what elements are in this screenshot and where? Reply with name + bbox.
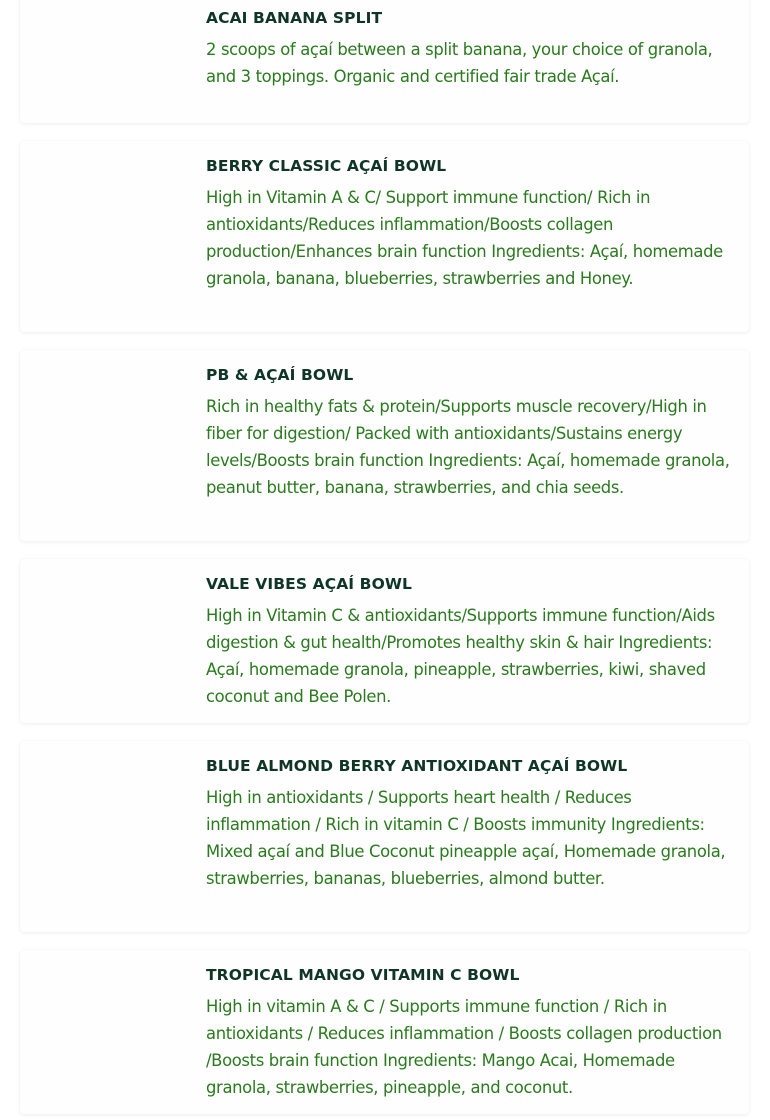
menu-item-name[interactable]: VALE VIBES AÇAÍ BOWL [206,575,413,593]
menu-item-card[interactable] [20,350,749,541]
menu-item-name[interactable]: BLUE ALMOND BERRY ANTIOXIDANT AÇAÍ BOWL [206,757,628,775]
menu-item-description: High in Vitamin C & antioxidants/Supports immune function/Aids digestion & gut health/Promotes healthy skin & hair Ingredients: Açaí, homemade granola, pineapple, strawberries, kiwi, shaved coconut and Bee Polen. [206,606,715,706]
menu-item-details [206,365,735,501]
menu-item-description: High in Vitamin A & C/ Support immune function/ Rich in antioxidants/Reduces inflammation/Boosts collagen production/Enhances brain function Ingredients: Açaí, homemade granola, banana, blueberries, strawberries and Honey. [206,188,723,288]
menu-item-name[interactable]: TROPICAL MANGO VITAMIN C BOWL [206,966,520,984]
menu-item-name[interactable]: BERRY CLASSIC AÇAÍ BOWL [206,157,447,175]
menu-item-details [206,8,735,90]
menu-item-details [206,574,735,710]
menu-item-details [206,756,735,892]
menu-item-details [206,965,735,1101]
menu-item-image[interactable] [20,0,190,123]
menu-item-description: High in antioxidants / Supports heart health / Reduces inflammation / Rich in vitamin C / Boosts immunity Ingredients: Mixed açaí and Blue Coconut pineapple açaí, Homemade granola, strawberries, bananas, blueberries, almond butter. [206,788,726,888]
menu-item-image[interactable] [20,350,190,541]
menu-item-card[interactable] [20,141,749,332]
menu-item-card[interactable] [20,741,749,932]
menu-item-image[interactable] [20,950,190,1114]
menu-item-description: 2 scoops of açaí between a split banana, your choice of granola, and 3 toppings. Organic and certified fair trade Açaí. [206,40,713,86]
menu-item-name[interactable]: PB & AÇAÍ BOWL [206,366,354,384]
menu-item-card[interactable] [20,559,749,723]
menu-item-description: High in vitamin A & C / Supports immune function / Rich in antioxidants / Reduces inflammation / Boosts collagen production /Boosts brain function Ingredients: Mango Acai, Homemade granola, strawberries, pineapple, and coconut. [206,997,722,1097]
menu-item-image[interactable] [20,141,190,332]
menu-item-name[interactable]: ACAI BANANA SPLIT [206,9,383,27]
menu-item-card[interactable] [20,0,749,123]
menu-item-description: Rich in healthy fats & protein/Supports muscle recovery/High in fiber for digestion/ Packed with antioxidants/Sustains energy levels/Boosts brain function Ingredients: Açaí, homemade granola, peanut butter, banana, strawberries, and chia seeds. [206,397,730,497]
menu-item-image[interactable] [20,741,190,932]
menu-item-card[interactable] [20,950,749,1114]
menu-item-details [206,156,735,292]
menu-item-image[interactable] [20,559,190,723]
